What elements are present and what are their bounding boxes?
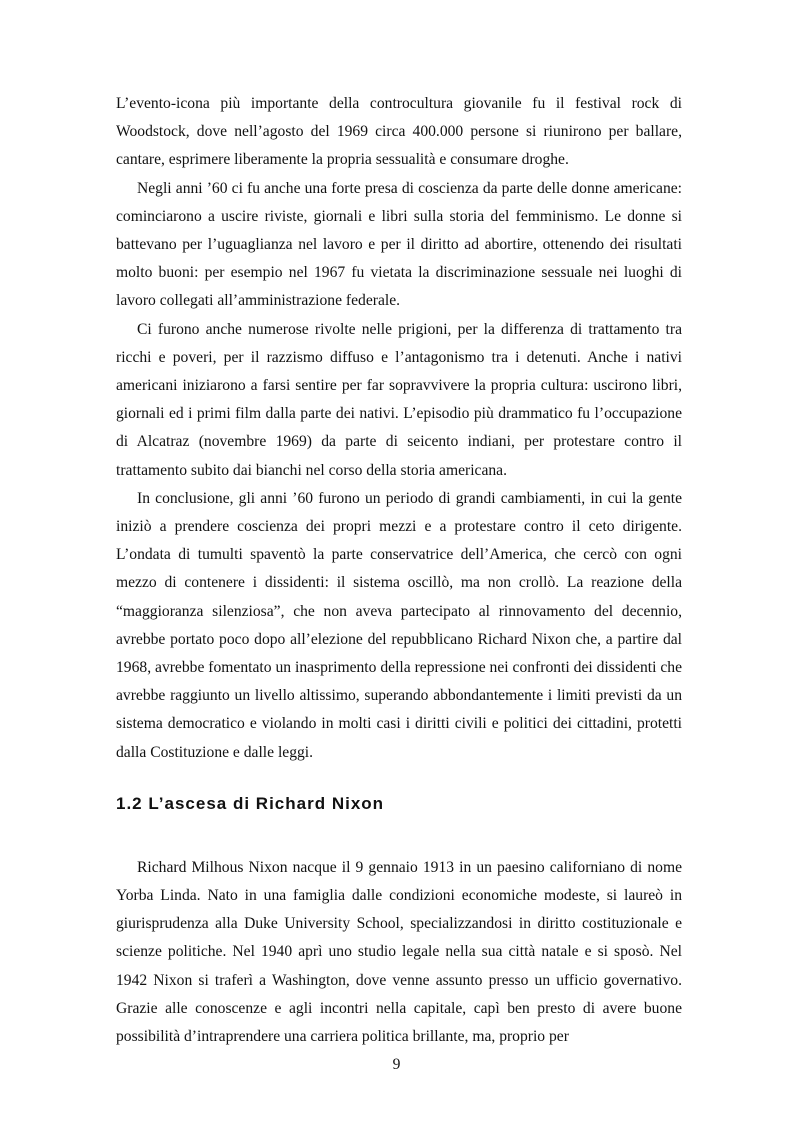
section-heading: 1.2 L’ascesa di Richard Nixon [116, 793, 385, 813]
page-body [116, 90, 682, 1051]
paragraph-nixon: Richard Milhous Nixon nacque il 9 gennaio 1913 in un paesino californiano di nome Yorba Linda. Nato in una famiglia dalle condizioni economiche modeste, si laureò in giurisprudenza alla Duke University School, specializzandosi in diritto costituzionale e scienze politiche. Nel 1940 aprì uno studio legale nella sua città natale e si sposò. Nel 1942 Nixon si traferì a Washington, dove venne assunto presso un ufficio governativo. Grazie alle conoscenze e agli incontri nella capitale, capì ben presto di avere buone possibilità d’intraprendere una carriera politica brillante, ma, proprio per [116, 858, 682, 1046]
paragraph-woodstock: L’evento-icona più importante della controcultura giovanile fu il festival rock di Woodstock, dove nell’agosto del 1969 circa 400.000 persone si riunirono per ballare, cantare, esprimere liberamente la propria sessualità e consumare droghe. [116, 95, 682, 169]
paragraph-conclusion: In conclusione, gli anni ’60 furono un periodo di grandi cambiamenti, in cui la gente iniziò a prendere coscienza dei propri mezzi e a protestare contro il ceto dirigente. L’ondata di tumulti spaventò la parte conservatrice dell’America, che cercò con ogni mezzo di contenere i dissidenti: il sistema oscillò, ma non crollò. La reazione della “maggioranza silenziosa”, che non aveva partecipato al rinnovamento del decennio, avrebbe portato poco dopo all’elezione del repubblicano Richard Nixon che, a partire dal 1968, avrebbe fomentato un inasprimento della repressione nei confronti dei dissidenti che avrebbe raggiunto un livello altissimo, superando abbondantemente i limiti previsti da un sistema democratico e violando in molti casi i diritti civili e politici dei cittadini, protetti dalla Costituzione e dalle leggi. [116, 489, 682, 761]
paragraph-prisons: Ci furono anche numerose rivolte nelle prigioni, per la differenza di trattamento tra ricchi e poveri, per il razzismo diffuso e l’antagonismo tra i detenuti. Anche i nativi americani iniziarono a farsi sentire per far sopravvivere la propria cultura: uscirono libri, giornali ed i primi film dalla parte dei nativi. L’episodio più drammatico fu l’occupazione di Alcatraz (novembre 1969) da parte di seicento indiani, per protestare contro il trattamento subito dai bianchi nel corso della storia americana. [116, 320, 682, 479]
page-number: 9 [392, 1056, 401, 1073]
paragraph-women: Negli anni ’60 ci fu anche una forte presa di coscienza da parte delle donne americane: cominciarono a uscire riviste, giornali e libri sulla storia del femminismo. Le donne si battevano per l’uguaglianza nel lavoro e per il diritto ad abortire, ottenendo dei risultati molto buoni: per esempio nel 1967 fu vietata la discriminazione sessuale nei luoghi di lavoro collegati all’amministrazione federale. [116, 179, 682, 310]
